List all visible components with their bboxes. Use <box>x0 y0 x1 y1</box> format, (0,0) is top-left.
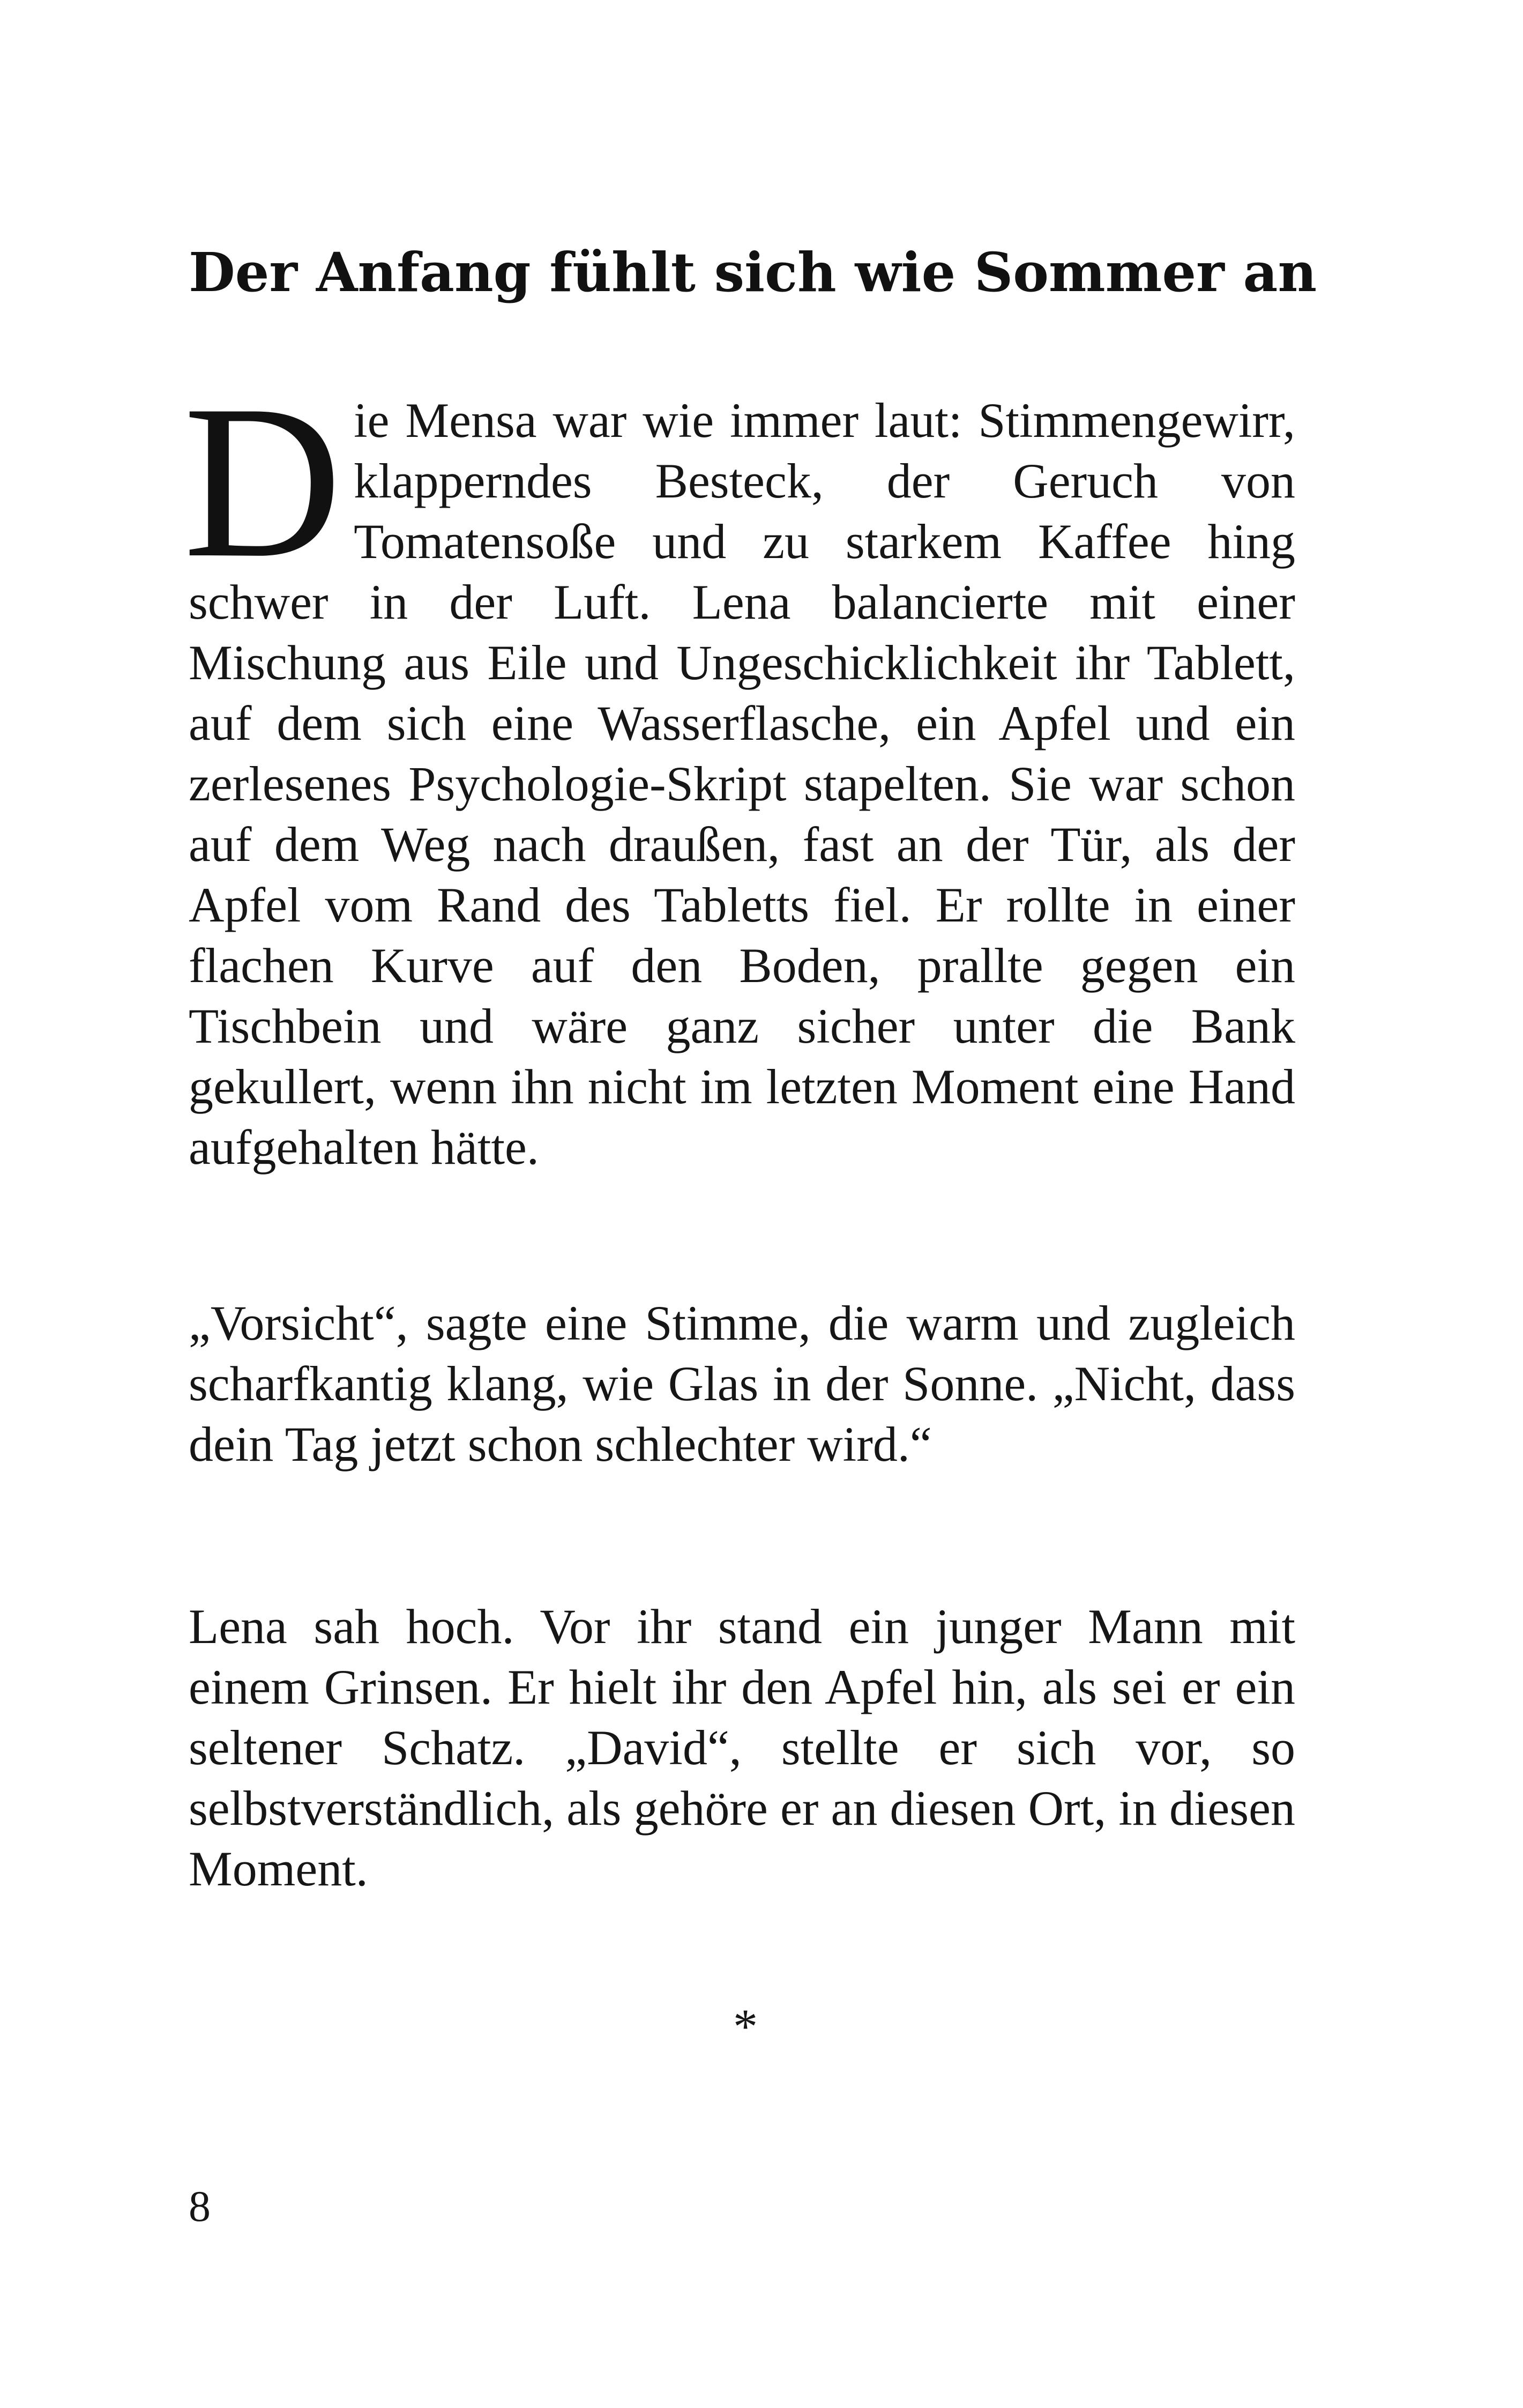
paragraph-2: „Vorsicht“, sagte eine Stimme, die warm und zugleich scharfkantig klang, wie Glas in der Sonne. „Nicht, dass dein Tag jetzt schon schlechter wird.“ <box>189 1296 1295 1471</box>
paragraph-1 <box>183 360 1295 1178</box>
page-number: 8 <box>189 2182 211 2231</box>
drop-cap: D <box>183 360 342 603</box>
paragraph-3: Lena sah hoch. Vor ihr stand ein junger Mann mit einem Grinsen. Er hielt ihr den Apfel hin, als sei er ein seltener Schatz. „David“, stellte er sich vor, so selbstverständlich, als gehöre er an diesen Ort, in diesen Moment. <box>189 1599 1295 1896</box>
section-break-asterisk: * <box>733 1999 758 2054</box>
paragraph-1-text: ie Mensa war wie immer laut: Stimmengewirr, klapperndes Besteck, der Geruch von Tomatensoße und zu starkem Kaffee hing schwer in der Luft. Lena balancierte mit einer Mischung aus Eile und Ungeschicklichkeit ihr Tablett, auf dem sich eine Wasserflasche, ein Apfel und ein zerlesenes Psychologie-Skript stapelten. Sie war schon auf dem Weg nach draußen, fast an der Tür, als der Apfel vom Rand des Tabletts fiel. Er rollte in einer flachen Kurve auf den Boden, prallte gegen ein Tischbein und wäre ganz sicher unter die Bank gekullert, wenn ihn nicht im letzten Moment eine Hand aufgehalten hätte. <box>189 393 1295 1175</box>
chapter-title: Der Anfang fühlt sich wie Sommer an <box>189 241 1317 304</box>
